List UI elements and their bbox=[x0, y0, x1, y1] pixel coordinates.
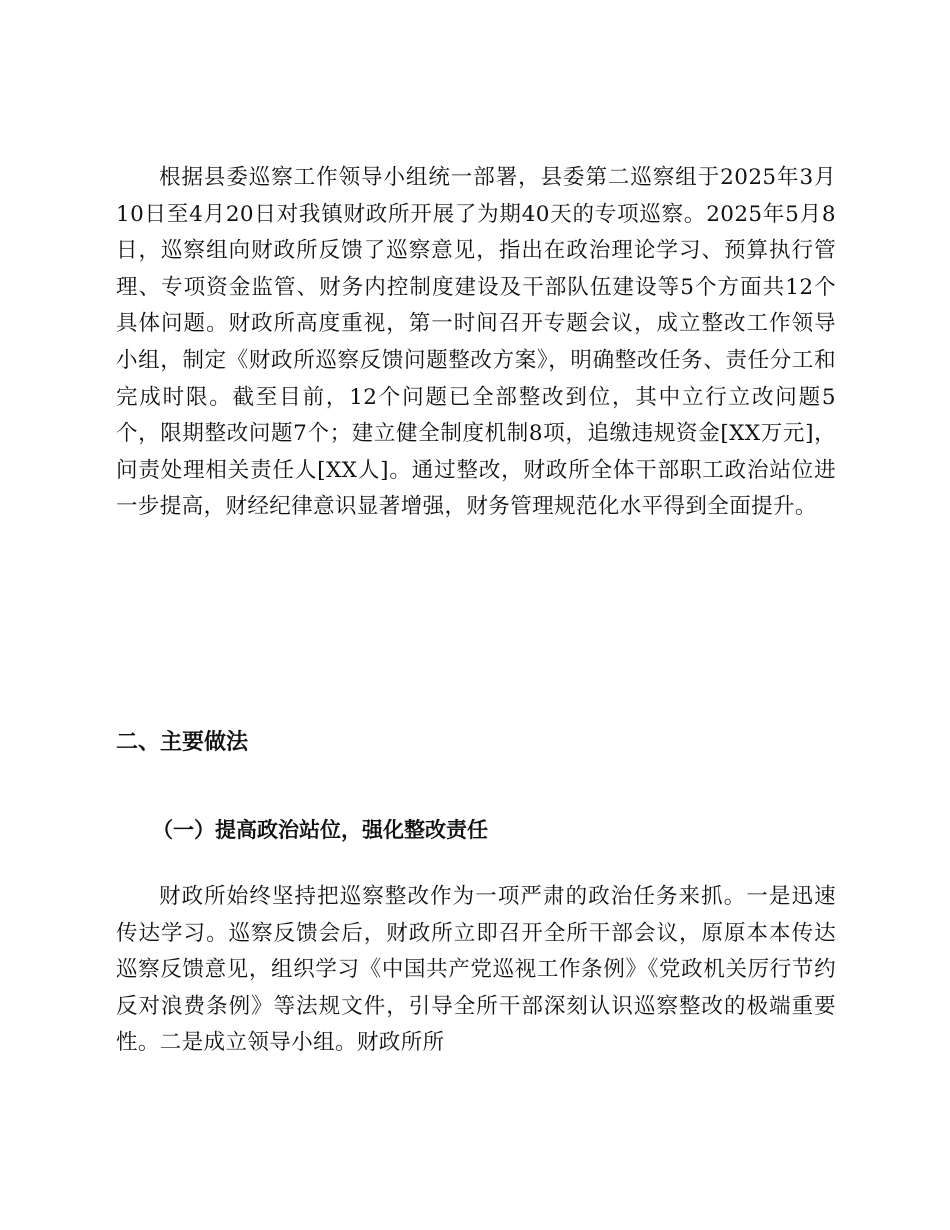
subsection-heading: （一）提高政治站位，强化整改责任 bbox=[152, 818, 488, 842]
body-paragraph: 财政所始终坚持把巡察整改作为一项严肃的政治任务来抓。一是迅速传达学习。巡察反馈会后，财政所立即召开全所干部会议，原原本本传达巡察反馈意见，组织学习《中国共产党巡视工作条例》《党政机关厉行节约反对浪费条例》等法规文件，引导全所干部深刻认识巡察整改的极端重要性。二是成立领导小组。财政所所 bbox=[116, 884, 836, 1056]
section-heading: 二、主要做法 bbox=[116, 730, 249, 755]
intro-paragraph: 根据县委巡察工作领导小组统一部署，县委第二巡察组于2025年3月10日至4月20日对我镇财政所开展了为期40天的专项巡察。2025年5月8日，巡察组向财政所反馈了巡察意见，指出在政治理论学习、预算执行管理、专项资金监管、财务内控制度建设及干部队伍建设等5个方面共12个具体问题。财政所高度重视，第一时间召开专题会议，成立整改工作领导小组，制定《财政所巡察反馈问题整改方案》，明确整改任务、责任分工和完成时限。截至目前，12个问题已全部整改到位，其中立行立改问题5个，限期整改问题7个；建立健全制度机制8项，追缴违规资金[XX万元]，问责处理相关责任人[XX人]。通过整改，财政所全体干部职工政治站位进一步提高，财经纪律意识显著增强，财务管理规范化水平得到全面提升。 bbox=[116, 165, 836, 520]
